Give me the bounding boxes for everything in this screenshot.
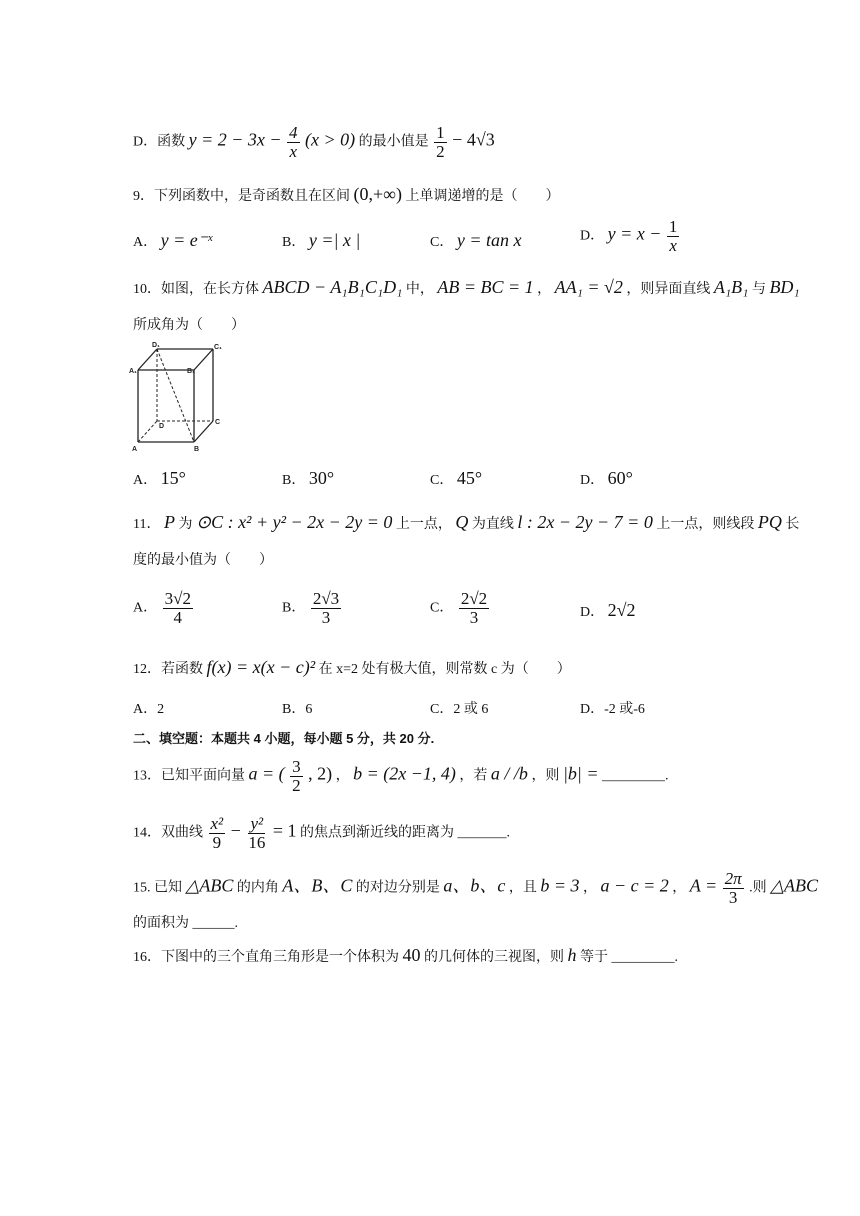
q11-option-d bbox=[580, 600, 636, 621]
q9-c-label: C． bbox=[430, 235, 454, 250]
q11-circle: ⊙C : x² + y² − 2x − 2y = 0 bbox=[195, 512, 393, 532]
q8d-ans-frac bbox=[434, 124, 447, 161]
q9-c-expr: y = tan x bbox=[456, 230, 522, 250]
q9-b-label: B． bbox=[282, 235, 306, 250]
q11-option-a bbox=[133, 590, 195, 627]
q14-x-den: 9 bbox=[212, 833, 222, 852]
q15-stem-d: ，且 bbox=[508, 880, 537, 896]
q16-vol: 40 bbox=[402, 945, 421, 965]
q11-a-den: 4 bbox=[173, 608, 183, 627]
q8-option-d bbox=[133, 124, 495, 161]
q11-option-b bbox=[282, 590, 343, 627]
q16-stem-c: 等于 bbox=[580, 950, 608, 965]
q11-b-frac bbox=[311, 590, 341, 627]
label-c: C bbox=[215, 419, 221, 426]
q10-stem-c: ，则异面直线 bbox=[626, 282, 711, 297]
q13-parallel: a / /b bbox=[490, 763, 528, 784]
q11-a-num: 3√2 bbox=[164, 589, 191, 608]
q8d-frac-num: 4 bbox=[289, 123, 298, 142]
q9-stem bbox=[133, 184, 559, 207]
cuboid-figure bbox=[128, 340, 228, 452]
q15-a-num: 2π bbox=[724, 869, 742, 888]
q13-a-den: 2 bbox=[292, 776, 301, 795]
q13-stem bbox=[133, 758, 668, 795]
q15-a-den: 3 bbox=[728, 888, 738, 907]
q13-stem-c: ，则 bbox=[531, 768, 560, 784]
q8d-ans-den: 2 bbox=[436, 142, 445, 161]
q14-y-frac bbox=[246, 815, 267, 852]
q11-stem-2 bbox=[133, 551, 273, 571]
q12-stem-a: 12．若函数 bbox=[133, 662, 203, 677]
q14-stem-a: 14．双曲线 bbox=[133, 825, 203, 841]
q10-cond1: AB = BC = 1 bbox=[437, 277, 534, 297]
q8d-ans-tail: − 4√3 bbox=[452, 129, 495, 150]
q13-abs-b: |b| = bbox=[562, 763, 599, 784]
q13-stem-a: 13．已知平面向量 bbox=[133, 768, 245, 784]
q15-a-eq: A = bbox=[689, 875, 718, 896]
q16-h: h bbox=[567, 945, 577, 965]
q16-stem bbox=[133, 945, 678, 968]
q10-comma: ， bbox=[537, 282, 552, 297]
q8d-label: D．函数 bbox=[133, 134, 186, 150]
q9-d-den: x bbox=[669, 236, 677, 255]
q14-minus: − bbox=[230, 820, 241, 841]
q9-option-c bbox=[430, 230, 521, 251]
q10-option-a bbox=[133, 468, 186, 489]
q9-a-expr: y = e⁻ˣ bbox=[160, 230, 213, 250]
q14-blank: _______. bbox=[457, 825, 510, 841]
q13-a-pre: a = ( bbox=[248, 763, 285, 784]
q15-stem-e: .则 bbox=[749, 880, 767, 896]
q14-x-frac bbox=[209, 815, 226, 852]
q11-p: P bbox=[163, 512, 175, 532]
q15-stem-f: 的面积为 bbox=[133, 916, 189, 931]
section2-title: 二、填空题：本题共 4 小题，每小题 5 分，共 20 分. bbox=[133, 731, 435, 746]
q16-blank: _________. bbox=[611, 950, 678, 965]
q12-option-d: D．-2 或-6 bbox=[580, 702, 645, 717]
q14-stem bbox=[133, 815, 510, 852]
q13-sep: ， bbox=[335, 768, 350, 784]
q16-stem-b: 的几何体的三视图，则 bbox=[424, 950, 564, 965]
q11-d-label: D． bbox=[580, 605, 605, 620]
q9-d-num: 1 bbox=[668, 217, 678, 236]
q11-is-on2: 为直线 bbox=[471, 517, 514, 532]
q13-b-vec: b = (2x −1, 4) bbox=[353, 763, 456, 784]
label-d1: D₁ bbox=[152, 342, 160, 349]
q15-comma: ， bbox=[583, 880, 597, 896]
q10-d-label: D． bbox=[580, 473, 605, 488]
q15-stem-2 bbox=[133, 914, 238, 934]
q10-option-b bbox=[282, 468, 334, 489]
q11-b-den: 3 bbox=[321, 608, 331, 627]
q9-d-expr: y = x − bbox=[607, 223, 662, 244]
q8d-fraction bbox=[287, 124, 300, 161]
q11-c-frac bbox=[459, 590, 489, 627]
q9-option-a bbox=[133, 230, 212, 251]
q15-b3: b = 3 bbox=[540, 875, 580, 896]
q11-stem-a: 11． bbox=[133, 517, 161, 532]
q12-option-c: C．2 或 6 bbox=[430, 702, 489, 717]
q9-option-b bbox=[282, 230, 360, 251]
q15-tri2: △ABC bbox=[770, 875, 818, 896]
q15-stem-b: 的内角 bbox=[236, 880, 279, 896]
q10-stem bbox=[133, 277, 800, 300]
q10-a-label: A． bbox=[133, 473, 158, 488]
q9-tail: 上单调递增的是（ ） bbox=[405, 189, 560, 204]
q10-option-d bbox=[580, 468, 633, 489]
q8d-cond: (x > 0) bbox=[305, 129, 356, 150]
q9-b-expr: y =| x | bbox=[308, 230, 361, 250]
q11-stem-e: 度的最小值为（ ） bbox=[133, 553, 273, 568]
q9-interval: (0,+∞) bbox=[353, 184, 402, 204]
label-b1: B₁ bbox=[187, 368, 195, 375]
q11-stem bbox=[133, 512, 799, 535]
q11-stem-b: 上一点， bbox=[395, 517, 452, 532]
q10-stem-2 bbox=[133, 316, 245, 336]
q11-d-value: 2√2 bbox=[607, 600, 636, 620]
q12-stem bbox=[133, 657, 571, 680]
q10-d-value: 60° bbox=[607, 468, 633, 488]
label-d: D bbox=[159, 423, 165, 430]
q15-stem-a: 15. 已知 bbox=[133, 880, 182, 896]
q15-angles: A、B、C bbox=[282, 875, 353, 896]
q11-stem-d: 长 bbox=[785, 517, 800, 532]
q10-line1: A₁B₁ bbox=[713, 277, 749, 297]
q10-c-value: 45° bbox=[456, 468, 483, 488]
q9-stem-text: 9．下列函数中，是奇函数且在区间 bbox=[133, 189, 350, 204]
q11-c-den: 3 bbox=[469, 608, 479, 627]
q15-sides: a、b、c bbox=[443, 875, 506, 896]
q15-a-frac bbox=[723, 870, 744, 907]
q11-is-on: 为 bbox=[178, 517, 193, 532]
q10-a-value: 15° bbox=[160, 468, 186, 488]
q15-comma2: ， bbox=[672, 880, 687, 896]
q15-tri: △ABC bbox=[185, 875, 234, 896]
q11-a-frac bbox=[163, 590, 193, 627]
q10-cond2: AA₁ = √2 bbox=[554, 277, 623, 297]
q11-b-num: 2√3 bbox=[312, 589, 340, 608]
q11-stem-c: 上一点，则线段 bbox=[656, 517, 755, 532]
q12-option-a: A．2 bbox=[133, 702, 165, 717]
q13-a-post: , 2) bbox=[308, 763, 333, 784]
q10-b-value: 30° bbox=[308, 468, 335, 488]
q11-a-label: A． bbox=[133, 600, 158, 616]
label-a1: A₁ bbox=[129, 368, 137, 375]
q10-stem-d: 所成角为（ ） bbox=[133, 318, 245, 333]
q9-d-frac bbox=[667, 218, 680, 255]
q14-eq: = 1 bbox=[272, 820, 297, 841]
q13-a-frac bbox=[290, 758, 303, 795]
q14-y-num: y² bbox=[250, 814, 264, 833]
q10-option-c bbox=[430, 468, 482, 489]
q15-blank: ______. bbox=[192, 916, 238, 931]
q10-b-label: B． bbox=[282, 473, 306, 488]
q10-c-label: C． bbox=[430, 473, 454, 488]
label-a: A bbox=[132, 446, 138, 452]
q8d-ans-num: 1 bbox=[436, 123, 445, 142]
q11-pq: PQ bbox=[757, 512, 782, 532]
q11-option-c bbox=[430, 590, 491, 627]
q13-stem-b: ，若 bbox=[459, 768, 488, 784]
q14-y-den: 16 bbox=[248, 833, 266, 852]
q11-b-label: B． bbox=[282, 600, 306, 616]
q14-stem-b: 的焦点到渐近线的距离为 bbox=[299, 825, 454, 841]
q10-line2: BD₁ bbox=[769, 277, 800, 297]
q16-stem-a: 16．下图中的三个直角三角形是一个体积为 bbox=[133, 950, 399, 965]
q10-with: 与 bbox=[751, 282, 766, 297]
q14-x-num: x² bbox=[210, 814, 224, 833]
q13-blank: _________. bbox=[601, 768, 669, 784]
q15-ac: a − c = 2 bbox=[600, 875, 669, 896]
q12-option-b: B．6 bbox=[282, 702, 313, 717]
label-b: B bbox=[194, 446, 200, 452]
q11-q: Q bbox=[455, 512, 469, 532]
q10-stem-a: 10．如图，在长方体 bbox=[133, 282, 259, 297]
q11-line: l : 2x − 2y − 7 = 0 bbox=[517, 512, 653, 532]
q13-a-num: 3 bbox=[292, 757, 301, 776]
q9-option-d bbox=[580, 218, 681, 255]
q11-c-label: C． bbox=[430, 600, 454, 616]
q15-stem bbox=[133, 870, 818, 907]
q8d-frac-den: x bbox=[289, 142, 298, 161]
q8d-expr: y = 2 − 3x − bbox=[188, 129, 282, 150]
q9-a-label: A． bbox=[133, 235, 158, 250]
q12-func: f(x) = x(x − c)² bbox=[206, 657, 316, 677]
q10-solid: ABCD − A₁B₁C₁D₁ bbox=[262, 277, 403, 297]
q10-stem-b: 中， bbox=[405, 282, 434, 297]
q9-d-label: D． bbox=[580, 228, 605, 244]
q8d-mid: 的最小值是 bbox=[358, 134, 429, 150]
q11-c-num: 2√2 bbox=[460, 589, 488, 608]
label-c1: C₁ bbox=[214, 344, 222, 351]
q12-stem-b: 在 x=2 处有极大值，则常数 c 为（ ） bbox=[318, 662, 571, 677]
q15-stem-c: 的对边分别是 bbox=[355, 880, 440, 896]
